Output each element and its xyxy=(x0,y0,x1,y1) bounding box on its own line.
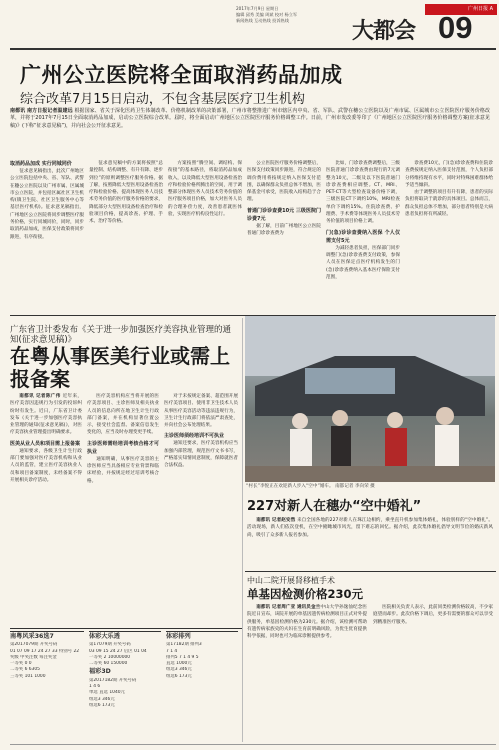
masthead-date: 2017年7月9日 星期日 xyxy=(236,6,279,11)
box2-row2: 组选3 346元 xyxy=(89,696,115,702)
story4-col2 xyxy=(373,604,493,742)
story4-kicker: 中山二院开展肾移植手术 xyxy=(247,576,335,585)
story1-col5-tail: 为减轻患者负担，医保部门同步调整门(急)诊诊查费支付政策，参保人员在医保定点医疗机构发生的门(急)诊诊查费纳入基本医疗保险支付范围， xyxy=(326,245,400,280)
story1-col6 xyxy=(405,160,493,310)
story2-headline: 在粤从事医美行业或需上报备案 xyxy=(10,344,230,391)
box3-row: 直选 1000元 xyxy=(166,661,192,667)
story2-col1-sub: 医美从业人员和项目需上报备案 xyxy=(10,440,81,447)
section-tag: 广州日报 A xyxy=(425,4,497,15)
story3-text: 来自全国各地的227对新人在珠江边相约，乘坐直升机参加集体婚礼，体验别样的“空中婚礼”。活动现场，新人们依次登机，在空中俯瞰城市风光，留下难忘的回忆。据介绍，此次集体婚礼倡导文明节俭的婚庆新风尚，吸引了众多新人报名参加。 xyxy=(247,518,493,538)
story2-col3 xyxy=(164,393,238,623)
story4-text2: 医院相关负责人表示，此前同类检测价格较高，不少家庭望而却步。此次价格下调后，更多有需要的群众可以享受到精准医疗服务。 xyxy=(373,605,493,625)
section-title: 大都会 xyxy=(352,18,416,44)
box3-row: 7 1 4 xyxy=(166,648,178,654)
box2-row2: 单选 直选 1040元 xyxy=(89,690,125,696)
story4-col1 xyxy=(247,604,367,742)
story2-col3-text: 对于未按规定备案、超范围开展医疗美容项目、使用非卫生技术人员从事医疗美容活动等违法违规行为，卫生计生行政部门将依法严肃查处，并向社会公布处理结果。 xyxy=(164,394,238,429)
masthead-hotlines: 新闻热线 互动热线 投诉热线 xyxy=(236,18,289,23)
story2-col2-text: 医疗美容机构应当将开展的医疗美容项目、主诊医师及相关执业人员的信息向所在地卫生计生行政部门备案，并在机构显著位置公示，接受社会监督。备案信息发生变化的，应当及时办理变更手续。 xyxy=(87,394,159,436)
story1-col3-text: 方案按照“腾空间、调结构、保衔接”的基本路径，将取消药品加成收入，以及降低大型医用设备检查治疗和检验价格所腾出的空间，用于调整部分体现医务人员技术劳务价值的医疗服务项目价格，加大对医务人员的合理补偿力度，改善患者就医体验，实现医疗机构良性运行。 xyxy=(168,161,242,218)
wedding-photo-illustration xyxy=(245,316,495,482)
box1-row: 二等奖 6 6305 xyxy=(10,667,40,673)
box3-row: 组选6 173元 xyxy=(166,673,192,679)
story1-col5 xyxy=(326,160,400,310)
story1-col4-tail: 据了解，目前广州地区公立医院普通门诊诊查费为 xyxy=(247,223,321,237)
box2-title: 体彩大乐透 xyxy=(89,633,120,640)
story4-byline: 南都讯 记者周广亚 通讯员金兰 xyxy=(256,605,321,610)
story1-lead xyxy=(10,108,490,130)
story2-col1-text: 近年来，医疗美容因违规行为引发的投诉纠纷时有发生。近日，广东省卫计委发布《关于进一步加强医疗美容执业管理的通知(征求意见稿)》，对医疗美容执业管理提出明确要求。 xyxy=(10,394,82,436)
story1-col1 xyxy=(10,160,84,310)
story2-byline: 南都讯 记者陈广伟 xyxy=(19,394,63,399)
story4-text: 中山大学孙逸仙纪念医院近日宣布，该院开展的单基因遗传病检测项目正式对外提供服务，单基因检测价格为230元。据介绍，该检测可帮助有遗传病家族史的夫妇在生育前明确风险，为优生优育提供科学依据，同时也可为临床诊断提供参考。 xyxy=(247,605,367,640)
lottery-box-1 xyxy=(10,631,84,742)
box2-row2: 第2017182期 开奖号码 xyxy=(89,677,137,683)
story4-headline: 单基因检测价格230元 xyxy=(247,587,364,601)
story3-byline: 南都讯 记者赵安然 xyxy=(256,518,297,523)
story2-col3-sub: 主诊医师须经培训不可执业 xyxy=(164,433,225,440)
story1-lead-text: 根据国家、省关于深化医药卫生体制改革、价格机制改革的决策部署，广州市将整推进广州市辖区内中央、省、军队、武警在穗公立医院以及广州市属、区属城市公立医院医疗服务价格改革，并将于2017年7月15日全面取消药品加成，启动公立医院综合改革。届时，将全面启动广州地区公立医院医疗服务价格调整工作。日前，广州市发改委等印了《广州地区公立医院医疗服务价格调整方案(征求意见稿)》(下称“征求意见稿”)，并向社会公开征求意见。 xyxy=(10,108,491,129)
box2-row: 一等奖 2 10000000 xyxy=(89,654,131,660)
story1-col5-text: 比如，门诊诊查费调整后，三级医院普通门诊诊查费由现行的7元调整为10元，二级及以下医院普通门诊诊查费相应调整。CT、MRI、PET-CT等大型检查设备价格下调，三级医院CT下调约10%，MRI检查单价下调约15%。住院诊查费、护理费、手术费等体现医务人员技术劳务价值的项目价格上调。 xyxy=(326,161,400,225)
story1-col2-text: 征求意见稿中的方案将按照“总量控制、结构调整、有升有降、逐步到位”的原则调整医疗服务价格。据了解，按照降低大型医用设备检查治疗和检验价格、提高体现医务人员技术劳务价值的医疗服务价格的要求，降低部分大型医用设备检查治疗和检验项目价格，提高诊查、护理、手术、治疗等价格。 xyxy=(89,161,163,225)
story3-body xyxy=(247,517,493,565)
story3-headline: 227对新人在穗办“空中婚礼” xyxy=(247,499,422,514)
story2-col1 xyxy=(10,393,82,623)
box1-row: 奖级 中奖注数 每注奖金 xyxy=(10,654,57,660)
box1-row: 一等奖 0 0 xyxy=(10,661,32,667)
story1-col1-text: 征求意见稿指出，此次广州地区公立医院包括中央、省、军队、武警在穗公立医院以及广州市属、区属城市公立医院，并包括区属社区卫生机构(镇卫生院、社区卫生服务中心等基层医疗机构)。征求意见稿指出，广州地区公立医院将同步调整医疗服务价格，实行同城同价，同时，同步取消药品加成，医保支付政策将同步跟进，有序衔接。 xyxy=(10,169,84,240)
story2-kicker: 广东省卫计委发布《关于进一步加强医疗美容执业管理的通知(征求意见稿)》 xyxy=(10,325,232,345)
lottery-box-2 xyxy=(89,631,161,742)
footer-rule xyxy=(10,744,496,745)
masthead-meta xyxy=(236,6,344,24)
boxes-divider xyxy=(10,628,242,629)
box2-row: 03 09 15 24 27 后区 01 04 xyxy=(89,648,147,654)
box2-title2: 福彩3D xyxy=(89,668,111,676)
story2-col1-tail: 通知要求，各级卫生计生行政部门要加强对医疗美容机构和从业人员的监管，建立医疗美容执业人员和项目备案制度，未经备案不得开展相关诊疗活动。 xyxy=(10,448,82,483)
story2-col2 xyxy=(87,393,159,623)
story1-col6-text2: 由于调整的项目有升有降，患者的实际负担将取决于就诊的具体项目。总体而言，群众负担总体不增加，部分患者特别是大病患者负担将有所减轻。 xyxy=(405,190,493,218)
box2-row2: 组选6 173元 xyxy=(89,702,115,708)
story1-lead-byline: 南都讯 南方日报记者温建远 xyxy=(10,108,75,114)
column-divider xyxy=(242,318,243,742)
story1-col2 xyxy=(89,160,163,310)
box1-row: 三等奖 101 1000 xyxy=(10,673,46,679)
story1-subhead: 综合改革7月15日启动，不包含基层医疗卫生机构 xyxy=(20,92,305,107)
box2-row: 二等奖 60 150000 xyxy=(89,661,128,667)
story1-col5-sub: 门(急)诊诊查费纳入医保 个人仅需支付5元 xyxy=(326,229,400,244)
story3-divider xyxy=(245,571,496,572)
story2-col2-tail: 通知明确，从事医疗美容的主诊医师应当具备相应专业背景和临床经验，并按规定经过培训考核合格。 xyxy=(87,456,159,484)
photo-caption: “村长”李悦正在欢迎新人步入“空中”婚车。 南都记者 李向荣 摄 xyxy=(246,484,375,489)
masthead-editors: 编辑 邱秀 美编 周斌 校对 杨立军 xyxy=(236,12,298,17)
story2-col3-tail: 通知还要求，医疗美容机构应当加强内部管理，规范医疗文书书写，严格落实知情同意制度，保障就医者合法权益。 xyxy=(164,441,238,469)
story2-col2-sub: 主诊医师需经培训考核合格才可执业 xyxy=(87,440,159,455)
box2-row2: 1 4 6 xyxy=(89,684,101,690)
story1-headline: 广州公立医院将全面取消药品加成 xyxy=(20,63,343,87)
box2-row: 第17079期 开奖号码 xyxy=(89,642,131,648)
story1-col6-text: 诊查费10元，门(急)诊诊查费和住院诊查费按规定纳入医保支付范围，个人负担部分将维持现有水平，同时对特殊困难群体给予适当倾斜。 xyxy=(405,161,493,188)
story1-col4 xyxy=(247,160,321,310)
story1-col1-sub: 取消药品加成 实行同城同价 xyxy=(10,161,72,167)
story1-col4-sub: 普通门诊诊查费10元 三级医院门诊费7元 xyxy=(247,207,321,222)
box1-row: 第2017079期 开奖号码 xyxy=(10,642,58,648)
wedding-photo xyxy=(245,316,495,482)
story1-col4-text: 公立医院医疗服务价格调整后，医保支付政策同步跟进，符合规定的调价费用将按规定纳入医保支付范围，以确保群众负担总体不增加，医保基金可承受，医院收入结构趋于合理。 xyxy=(247,161,321,203)
box3-row: 组选3 346元 xyxy=(166,667,192,673)
page-number: 09 xyxy=(438,10,473,45)
box3-title: 体彩排列 xyxy=(166,633,191,640)
box1-row: 01 07 09 17 24 27 33 特别号 22 xyxy=(10,648,80,654)
box1-title: 南粤风采36选7 xyxy=(10,633,54,640)
box3-row: 排列5 7 1 4 9 5 xyxy=(166,654,199,660)
box3-row: 第17182期 排列3 xyxy=(166,642,202,648)
header-rule xyxy=(10,48,496,50)
story1-col3 xyxy=(168,160,242,310)
lottery-box-3 xyxy=(166,631,238,742)
